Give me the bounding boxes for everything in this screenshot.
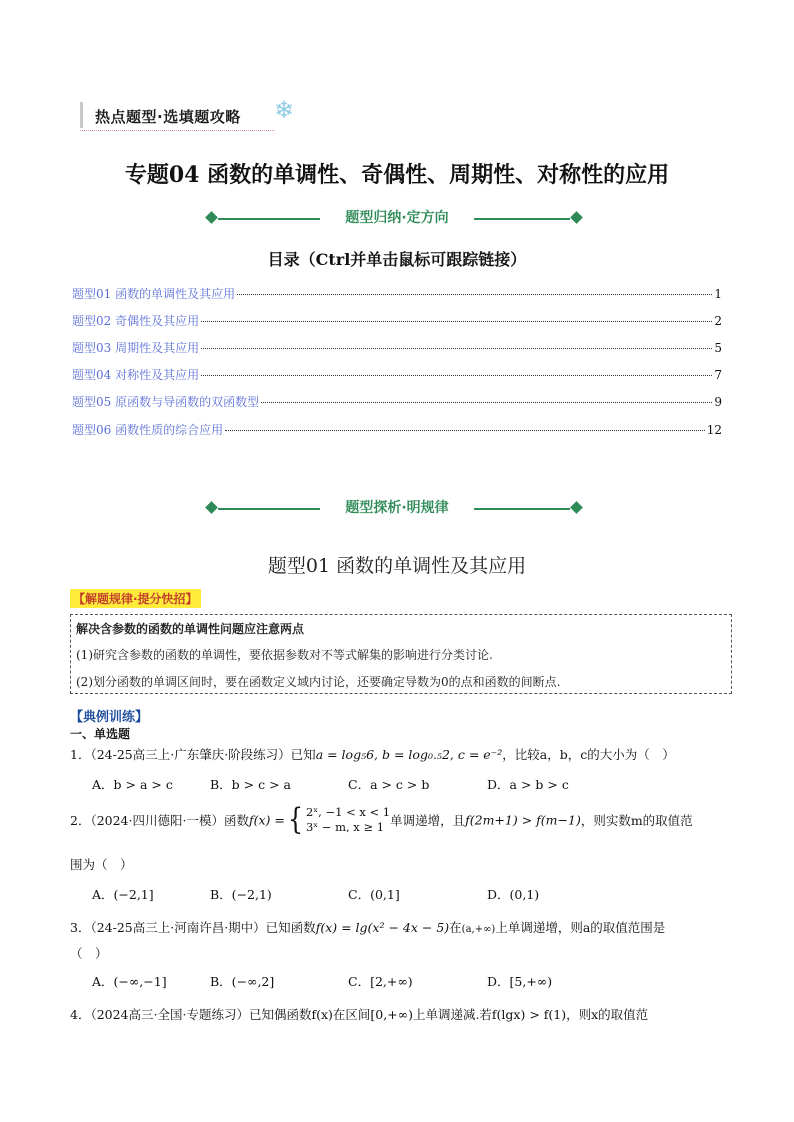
- header-tag: 热点题型·选填题攻略: [95, 108, 241, 126]
- option-b[interactable]: B．b > c > a: [210, 777, 291, 792]
- option-a[interactable]: A．(−∞,−1]: [92, 974, 167, 989]
- toc-link[interactable]: [72, 393, 722, 411]
- question-3-continuation: （ ）: [70, 946, 108, 961]
- question-condition: f(2m+1) > f(m−1): [465, 812, 581, 828]
- snowflake-icon: ❄: [274, 96, 295, 124]
- toc-page: 12: [706, 423, 722, 437]
- toc-leader: [261, 402, 712, 403]
- diamond-icon: [205, 501, 218, 514]
- toc-page: 1: [714, 287, 722, 301]
- question-tail: ，则实数m的取值范: [580, 813, 693, 828]
- toc-link-label: 题型04 对称性及其应用: [72, 368, 200, 382]
- tip-box-line: (1)研究含参数的函数的单调性，要依据参数对不等式解集的影响进行分类讨论.: [76, 648, 493, 662]
- toc-leader: [201, 375, 712, 376]
- single-choice-heading: 一、单选题: [70, 727, 131, 741]
- section-banner-summary: [0, 207, 794, 231]
- question-source: 2．（2024·四川德阳·一模）函数: [70, 813, 249, 828]
- question-expression: f(x) = lg(x² − 4x − 5): [315, 920, 450, 935]
- brace-symbol: {: [287, 802, 304, 837]
- question-source: 3．（24-25高三上·河南许昌·期中）已知函数: [70, 920, 316, 935]
- function-name: f(x) =: [248, 812, 285, 828]
- diamond-icon: [205, 211, 218, 224]
- toc-page: 5: [714, 341, 722, 355]
- option-c[interactable]: C．[2,+∞): [348, 974, 413, 989]
- question-tail: 上单调递增，则a的取值范围是: [495, 920, 666, 935]
- question-mid: 在: [449, 920, 462, 935]
- toc-link-label: 题型05 原函数与导函数的双函数型: [72, 395, 260, 409]
- question-2-continuation: 围为（ ）: [70, 857, 133, 872]
- piece-1: 2ˣ, −1 < x < 1: [305, 805, 391, 819]
- toc-page: 7: [714, 368, 722, 382]
- toc-link-label: 题型02 奇偶性及其应用: [72, 314, 200, 328]
- option-a[interactable]: A．b > a > c: [92, 777, 173, 792]
- option-d[interactable]: D．[5,+∞): [487, 974, 553, 989]
- tip-box-line: (2)划分函数的单调区间时，要在函数定义域内讨论，还要确定导数为0的点和函数的间断点.: [76, 675, 561, 689]
- toc-leader: [201, 321, 712, 322]
- banner-line: [218, 218, 320, 220]
- question-mid: 单调递增，且: [390, 813, 466, 828]
- toc-link[interactable]: [72, 366, 722, 384]
- toc-link[interactable]: [72, 421, 722, 439]
- diamond-icon: [570, 211, 583, 224]
- toc-page: 2: [714, 314, 722, 328]
- option-c[interactable]: C．a > c > b: [348, 777, 430, 792]
- diamond-icon: [570, 501, 583, 514]
- question-tail: ，比较a，b，c的大小为（ ）: [502, 747, 675, 762]
- header-divider: [80, 130, 275, 131]
- page-title: 专题04 函数的单调性、奇偶性、周期性、对称性的应用: [124, 162, 670, 188]
- question-expression: a = log₅6, b = log₀.₅2, c = e⁻²: [315, 747, 503, 762]
- toc-page: 9: [714, 395, 722, 409]
- question-4: 4．（2024高三·全国·专题练习）已知偶函数f(x)在区间[0,+∞)上单调递减.若f(lgx) > f(1)，则x的取值范: [70, 1007, 649, 1022]
- toc-link-label: 题型03 周期性及其应用: [72, 341, 200, 355]
- piecewise-definition: [306, 805, 390, 835]
- banner-line: [474, 218, 570, 220]
- section-banner-analysis: [0, 497, 794, 521]
- question-interval: (a,+∞): [461, 924, 496, 935]
- question-2: [70, 802, 693, 837]
- toc-title: 目录（Ctrl并单击鼠标可跟踪链接）: [267, 250, 527, 269]
- banner-label: 题型归纳·定方向: [345, 210, 449, 226]
- option-c[interactable]: C．(0,1]: [348, 887, 400, 902]
- toc-link[interactable]: [72, 285, 722, 303]
- toc-link[interactable]: [72, 339, 722, 357]
- option-d[interactable]: D．a > b > c: [487, 777, 569, 792]
- toc-leader: [237, 294, 712, 295]
- option-b[interactable]: B．(−2,1): [210, 887, 272, 902]
- option-d[interactable]: D．(0,1): [487, 887, 540, 902]
- toc-leader: [225, 430, 705, 431]
- toc-link-label: 题型06 函数性质的综合应用: [72, 423, 224, 437]
- question-1: [70, 745, 675, 763]
- banner-line: [218, 508, 320, 510]
- question-source: 1．（24-25高三上·广东肇庆·阶段练习）已知: [70, 747, 316, 762]
- piece-2: 3ˣ − m, x ≥ 1: [305, 820, 385, 834]
- question-3: [70, 918, 665, 936]
- banner-label: 题型探析·明规律: [345, 500, 449, 516]
- practice-heading: 【典例训练】: [70, 710, 149, 725]
- section-title: 题型01 函数的单调性及其应用: [267, 555, 527, 577]
- tip-label: 【解题规律·提分快招】: [70, 589, 201, 608]
- banner-line: [474, 508, 570, 510]
- option-a[interactable]: A．(−2,1]: [92, 887, 154, 902]
- toc-link[interactable]: [72, 312, 722, 330]
- header-accent-bar: [80, 102, 83, 128]
- toc-leader: [201, 348, 712, 349]
- tip-box-heading: 解决含参数的函数的单调性问题应注意两点: [76, 622, 305, 636]
- option-b[interactable]: B．(−∞,2]: [210, 974, 275, 989]
- toc-link-label: 题型01 函数的单调性及其应用: [72, 287, 236, 301]
